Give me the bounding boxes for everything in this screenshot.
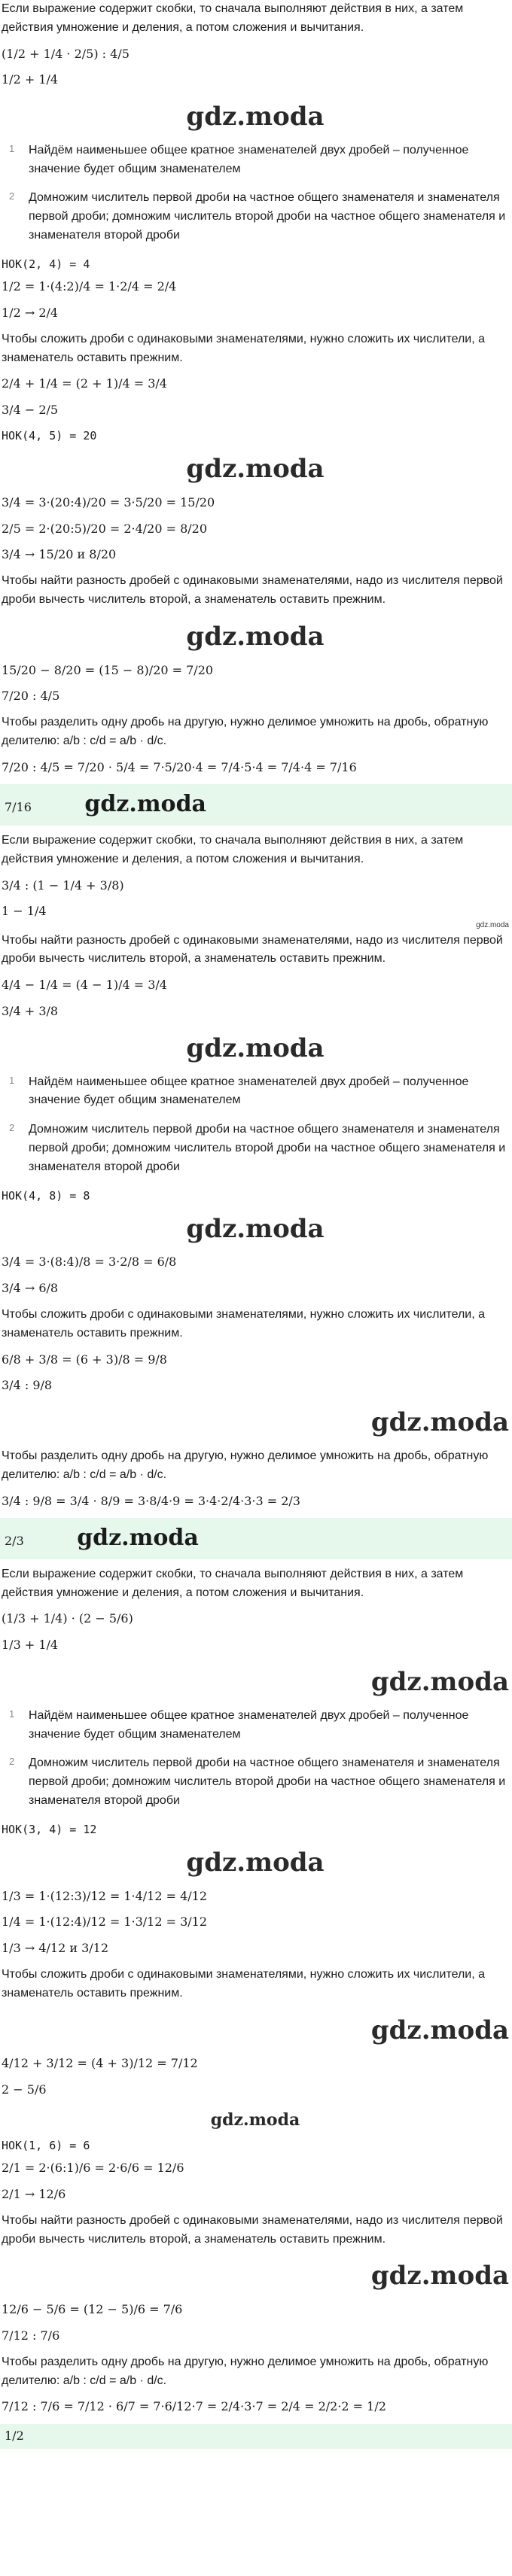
- watermark-small: gdz.moda: [476, 921, 509, 930]
- math-line: 4/12 + 3/12 = (4 + 3)/12 = 7/12: [2, 2056, 198, 2071]
- math-line: 3/4 → 6/8: [2, 1281, 59, 1296]
- explanation-text: Чтобы разделить одну дробь на другую, нужно делимое умножить на дробь, обратную делителю: a/b : c/d = a/b · d/c.: [2, 716, 489, 747]
- explanation-text: Чтобы сложить дроби с одинаковыми знаменателями, нужно сложить их числители, а знаменатель оставить прежним.: [2, 1308, 486, 1340]
- explanation-text: Чтобы найти разность дробей с одинаковыми знаменателями, надо из числителя первой дроби вычесть числитель второй, а знаменатель оставить прежним.: [2, 2213, 503, 2246]
- math-line: 7/12 : 7/6: [2, 2328, 60, 2343]
- math-line: 2/5 = 2·(20:5)/20 = 2·4/20 = 8/20: [2, 521, 208, 536]
- lcm-line: НОК(3, 4) = 12: [2, 1822, 97, 1836]
- math-line: 3/4 + 3/8: [2, 1004, 59, 1019]
- answer-band: [0, 1518, 512, 1559]
- explanation-text: Чтобы сложить дроби с одинаковыми знаменателями, нужно сложить их числители, а знаменатель оставить прежним.: [2, 332, 486, 364]
- watermark: gdz.moda: [76, 791, 206, 818]
- step-number: 1: [9, 1074, 15, 1086]
- math-line: 2/4 + 1/4 = (2 + 1)/4 = 3/4: [2, 376, 167, 391]
- lcm-line: НОК(2, 4) = 4: [2, 257, 90, 271]
- step-number: 2: [9, 1122, 15, 1134]
- math-line: 3/4 = 3·(20:4)/20 = 3·5/20 = 15/20: [2, 494, 215, 509]
- math-line: 12/6 − 5/6 = (12 − 5)/6 = 7/6: [2, 2302, 183, 2317]
- math-line: 2/1 = 2·(6:1)/6 = 2·6/6 = 12/6: [2, 2161, 184, 2176]
- step-item: [2, 1073, 509, 1111]
- math-line: 1/2 + 1/4: [2, 72, 59, 87]
- watermark: gdz.moda: [186, 454, 325, 485]
- lcm-line: НОК(1, 6) = 6: [2, 2138, 90, 2152]
- math-line: 7/12 : 7/6 = 7/12 · 6/7 = 7·6/12·7 = 2/4·3·7 = 2/4 = 2/2·2 = 1/2: [2, 2399, 386, 2414]
- step-item: [2, 1707, 509, 1744]
- lcm-line: НОК(4, 8) = 8: [2, 1188, 90, 1203]
- step-text: Домножим числитель первой дроби на частное общего знаменателя и знаменателя первой дроби; домножим числитель второй дроби на частное общего знаменателя и знаменателя второй дроби: [29, 191, 506, 242]
- step-number: 2: [9, 190, 15, 202]
- watermark: gdz.moda: [370, 2261, 509, 2292]
- math-line: 2 − 5/6: [2, 2082, 47, 2097]
- math-line: 1 − 1/4: [2, 904, 47, 919]
- answer-band: [0, 2424, 512, 2449]
- step-number: 1: [9, 142, 15, 154]
- math-line: 1/4 = 1·(12:4)/12 = 1·3/12 = 3/12: [2, 1915, 208, 1930]
- answer-value: 2/3: [5, 1534, 24, 1549]
- explanation-text: Если выражение содержит скобки, то сначала выполняют действия в них, а затем действия умножение и деления, а потом сложения и вычитания.: [2, 2, 464, 34]
- step-text: Домножим числитель первой дроби на частное общего знаменателя и знаменателя первой дроби; домножим числитель второй дроби на частное общего знаменателя и знаменателя второй дроби: [29, 1756, 506, 1807]
- watermark: gdz.moda: [186, 102, 325, 132]
- math-line: 1/3 + 1/4: [2, 1638, 59, 1653]
- watermark: gdz.moda: [186, 1213, 325, 1244]
- answer-value: 7/16: [5, 800, 32, 815]
- math-line: 3/4 : 9/8 = 3/4 · 8/9 = 3·8/4·9 = 3·4·2/4·3·3 = 2/3: [2, 1493, 300, 1508]
- math-line: 15/20 − 8/20 = (15 − 8)/20 = 7/20: [2, 662, 214, 677]
- step-item: [2, 189, 509, 245]
- step-text: Найдём наименьшее общее кратное знаменателей двух дробей – полученное значение будет общим знаменателем: [29, 1708, 469, 1741]
- math-line: 1/3 → 4/12 и 3/12: [2, 1941, 109, 1956]
- step-number: 2: [9, 1756, 15, 1768]
- step-text: Найдём наименьшее общее кратное знаменателей двух дробей – полученное значение будет общим знаменателем: [29, 143, 469, 175]
- math-line: 3/4 = 3·(8:4)/8 = 3·2/8 = 6/8: [2, 1255, 177, 1270]
- math-line: 4/4 − 1/4 = (4 − 1)/4 = 3/4: [2, 978, 167, 993]
- step-number: 1: [9, 1708, 15, 1720]
- math-line: 2/1 → 12/6: [2, 2187, 66, 2202]
- math-line: 6/8 + 3/8 = (6 + 3)/8 = 9/8: [2, 1352, 167, 1367]
- explanation-text: Если выражение содержит скобки, то сначала выполняют действия в них, а затем действия умножение и деления, а потом сложения и вычитания.: [2, 833, 464, 865]
- math-line: (1/2 + 1/4 · 2/5) : 4/5: [2, 46, 130, 61]
- watermark: gdz.moda: [186, 1847, 325, 1878]
- answer-band: [0, 784, 512, 826]
- watermark: gdz.moda: [210, 2109, 300, 2130]
- explanation-text: Чтобы разделить одну дробь на другую, нужно делимое умножить на дробь, обратную делителю: a/b : c/d = a/b · d/c.: [2, 2355, 489, 2387]
- math-line: 3/4 → 15/20 и 8/20: [2, 547, 117, 562]
- lcm-line: НОК(4, 5) = 20: [2, 428, 97, 443]
- watermark: gdz.moda: [370, 2015, 509, 2045]
- math-line: 1/3 = 1·(12:3)/12 = 1·4/12 = 4/12: [2, 1888, 208, 1903]
- step-item: [2, 1121, 509, 1176]
- step-item: [2, 1754, 509, 1810]
- math-line: (1/3 + 1/4) · (2 − 5/6): [2, 1611, 133, 1626]
- explanation-text: Чтобы найти разность дробей с одинаковыми знаменателями, надо из числителя первой дроби вычесть числитель второй, а знаменатель оставить прежним.: [2, 933, 503, 966]
- watermark: gdz.moda: [69, 1525, 199, 1552]
- watermark: gdz.moda: [370, 1407, 509, 1438]
- watermark: gdz.moda: [186, 1033, 325, 1063]
- explanation-text: Чтобы найти разность дробей с одинаковыми знаменателями, надо из числителя первой дроби вычесть числитель второй, а знаменатель оставить прежним.: [2, 574, 503, 607]
- math-line: 1/2 → 2/4: [2, 305, 59, 320]
- explanation-text: Если выражение содержит скобки, то сначала выполняют действия в них, а затем действия умножение и деления, а потом сложения и вычитания.: [2, 1567, 464, 1599]
- answer-value: 1/2: [5, 2428, 24, 2444]
- explanation-text: Чтобы разделить одну дробь на другую, нужно делимое умножить на дробь, обратную делителю: a/b : c/d = a/b · d/c.: [2, 1449, 489, 1481]
- math-line: 3/4 : (1 − 1/4 + 3/8): [2, 877, 124, 893]
- explanation-text: Чтобы сложить дроби с одинаковыми знаменателями, нужно сложить их числители, а знаменатель оставить прежним.: [2, 1968, 486, 2000]
- math-line: 7/20 : 4/5: [2, 689, 60, 704]
- step-text: Найдём наименьшее общее кратное знаменателей двух дробей – полученное значение будет общим знаменателем: [29, 1075, 469, 1107]
- watermark: gdz.moda: [186, 621, 325, 652]
- math-line: 1/2 = 1·(4:2)/4 = 1·2/4 = 2/4: [2, 279, 177, 294]
- math-line: 3/4 : 9/8: [2, 1378, 53, 1393]
- step-text: Домножим числитель первой дроби на частное общего знаменателя и знаменателя первой дроби; домножим числитель второй дроби на частное общего знаменателя и знаменателя второй дроби: [29, 1123, 506, 1173]
- watermark: gdz.moda: [370, 1667, 509, 1698]
- math-line: 7/20 : 4/5 = 7/20 · 5/4 = 7·5/20·4 = 7/4·5·4 = 7/4·4 = 7/16: [2, 759, 357, 774]
- math-line: 3/4 − 2/5: [2, 403, 59, 418]
- step-item: [2, 141, 509, 179]
